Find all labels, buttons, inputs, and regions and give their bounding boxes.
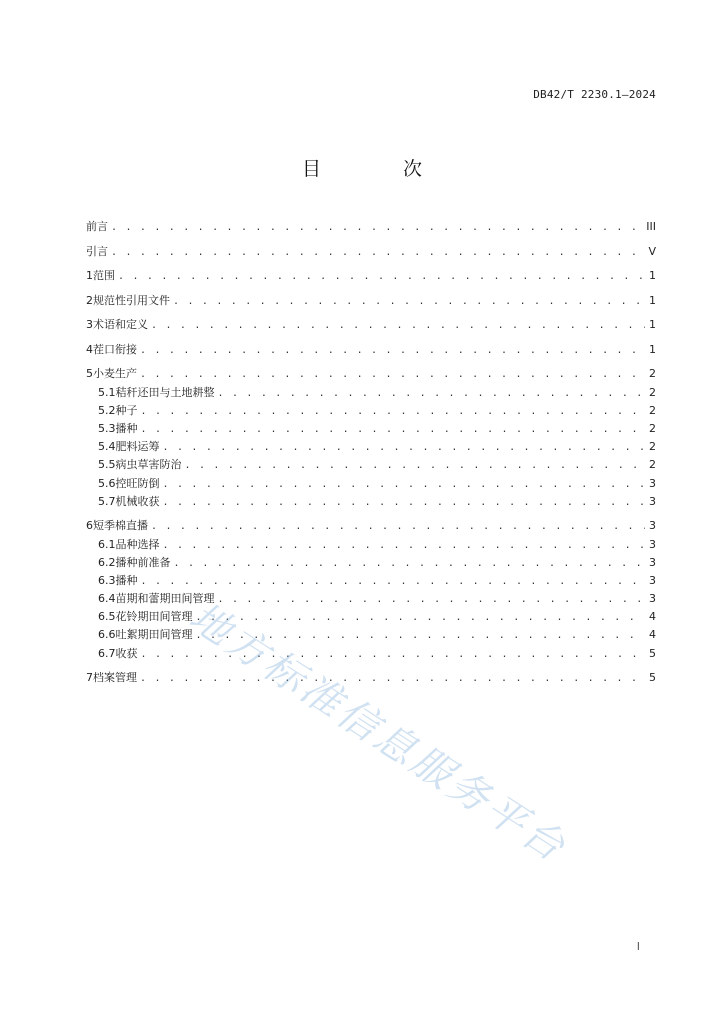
toc-entry-label: 播种 — [115, 422, 138, 436]
toc-entry-number: 5.5 — [98, 458, 116, 472]
toc-entry-page: 3 — [649, 592, 656, 606]
toc-entry[interactable] — [86, 517, 656, 535]
toc-entry-page: 2 — [649, 367, 656, 381]
toc-entry-page: 3 — [649, 555, 656, 569]
toc-entry[interactable] — [86, 292, 656, 310]
toc-entry-page: 3 — [649, 537, 656, 551]
toc-entry-label: 引言 — [86, 244, 108, 258]
toc-entry-number: 5 — [86, 367, 93, 381]
toc-leader-dots — [151, 518, 645, 536]
toc-entry-label: 苗期和蕾期田间管理 — [115, 592, 215, 606]
toc-entry-label: 收获 — [115, 646, 138, 660]
toc-entry-number: 5.6 — [98, 476, 116, 490]
toc-entry-page: 2 — [649, 385, 656, 399]
toc-entry-page: 3 — [649, 519, 656, 533]
toc-leader-dots — [151, 317, 645, 335]
toc-entry[interactable] — [86, 402, 656, 420]
toc-entry-number: 7 — [86, 671, 93, 685]
toc-entry-page: V — [648, 244, 656, 258]
toc-entry[interactable] — [86, 267, 656, 285]
toc-entry-label: 规范性引用文件 — [93, 293, 170, 307]
toc-entry-number: 2 — [86, 293, 93, 307]
toc-entry[interactable] — [86, 608, 656, 626]
toc-entry-page: 5 — [649, 646, 656, 660]
toc-entry-number: 3 — [86, 318, 93, 332]
toc-entry-label: 档案管理 — [93, 671, 137, 685]
toc-entry-number: 6.1 — [98, 537, 116, 551]
toc-entry-page: 1 — [649, 318, 656, 332]
page-title: 目 次 — [301, 158, 461, 180]
toc-leader-dots — [163, 494, 646, 512]
toc-entry-number: 5.1 — [98, 385, 116, 399]
toc-leader-dots — [140, 366, 645, 384]
toc-entry-label: 茬口衔接 — [93, 342, 137, 356]
toc-entry-page: 4 — [649, 610, 656, 624]
toc-entry[interactable] — [86, 475, 656, 493]
toc-entry-number: 6.3 — [98, 573, 116, 587]
toc-entry-page: 2 — [649, 458, 656, 472]
toc-entry[interactable] — [86, 493, 656, 511]
toc-entry-label: 花铃期田间管理 — [115, 610, 193, 624]
toc-entry-label: 播种 — [115, 573, 138, 587]
toc-entry-page: 3 — [649, 494, 656, 508]
toc-entry[interactable] — [86, 590, 656, 608]
toc-entry-label: 种子 — [115, 403, 138, 417]
toc-leader-dots — [196, 609, 646, 627]
toc-entry-label: 前言 — [86, 220, 108, 233]
toc-entry-number: 6.6 — [98, 628, 116, 642]
toc-entry-number: 4 — [86, 342, 93, 356]
toc-leader-dots — [163, 439, 646, 457]
toc-leader-dots — [174, 555, 646, 573]
toc-leader-dots — [141, 421, 646, 439]
toc-entry-page: III — [646, 220, 656, 233]
toc-entry[interactable] — [86, 420, 656, 438]
document-code: DB42/T 2230.1—2024 — [533, 88, 656, 101]
toc-entry-page: 2 — [649, 422, 656, 436]
toc-entry-number: 1 — [86, 269, 93, 283]
toc-entry-label: 短季棉直播 — [93, 519, 148, 533]
toc-entry[interactable] — [86, 626, 656, 644]
toc-entry-label: 肥料运筹 — [115, 440, 160, 454]
toc-entry[interactable] — [86, 341, 656, 359]
toc-entry-number: 5.4 — [98, 440, 116, 454]
toc-leader-dots — [185, 457, 646, 475]
toc-entry-number: 6 — [86, 519, 93, 533]
toc-entry-page: 1 — [649, 269, 656, 283]
toc-leader-dots — [111, 244, 645, 262]
toc-leader-dots — [218, 591, 646, 609]
toc-entry[interactable] — [86, 243, 656, 261]
toc-entry-page: 4 — [649, 628, 656, 642]
toc-entry-page: 1 — [649, 342, 656, 356]
toc-entry-number: 6.4 — [98, 592, 116, 606]
toc-entry-label: 吐絮期田间管理 — [115, 628, 193, 642]
toc-leader-dots — [141, 403, 646, 421]
toc-leader-dots — [111, 219, 643, 237]
toc-entry[interactable] — [86, 669, 656, 687]
toc-leader-dots — [118, 268, 645, 286]
toc-entry[interactable] — [86, 572, 656, 590]
toc-entry-number: 6.7 — [98, 646, 116, 660]
toc-entry-number: 5.7 — [98, 494, 116, 508]
toc-entry[interactable] — [86, 218, 656, 236]
toc-entry[interactable] — [86, 645, 656, 663]
toc-leader-dots — [163, 537, 646, 555]
toc-leader-dots — [173, 293, 645, 311]
toc-entry-page: 3 — [649, 476, 656, 490]
table-of-contents — [86, 218, 656, 687]
toc-leader-dots — [140, 670, 645, 688]
toc-entry[interactable] — [86, 438, 656, 456]
toc-entry-number: 6.5 — [98, 610, 116, 624]
toc-entry[interactable] — [86, 384, 656, 402]
toc-entry[interactable] — [86, 554, 656, 572]
toc-entry-page: 5 — [649, 671, 656, 685]
toc-entry-label: 品种选择 — [115, 537, 160, 551]
toc-leader-dots — [163, 476, 646, 494]
toc-entry-label: 病虫草害防治 — [115, 458, 182, 472]
toc-leader-dots — [196, 627, 646, 645]
toc-entry-number: 6.2 — [98, 555, 116, 569]
toc-leader-dots — [141, 573, 646, 591]
toc-entry-page: 3 — [649, 573, 656, 587]
toc-entry[interactable] — [86, 316, 656, 334]
toc-entry[interactable] — [86, 365, 656, 383]
toc-leader-dots — [141, 646, 646, 664]
toc-entry-label: 小麦生产 — [93, 367, 137, 381]
toc-entry-page: 2 — [649, 440, 656, 454]
toc-entry-label: 术语和定义 — [93, 318, 148, 332]
toc-entry-page: 2 — [649, 403, 656, 417]
toc-entry-page: 1 — [649, 293, 656, 307]
toc-entry[interactable] — [86, 536, 656, 554]
page-number: I — [636, 940, 640, 953]
watermark: 地方标准信息服务平台 — [181, 593, 576, 873]
toc-entry-label: 控旺防倒 — [115, 476, 160, 490]
toc-leader-dots — [218, 385, 646, 403]
toc-entry-label: 秸秆还田与土地耕整 — [115, 385, 215, 399]
toc-leader-dots — [140, 342, 645, 360]
toc-entry-label: 范围 — [93, 269, 115, 283]
toc-entry[interactable] — [86, 456, 656, 474]
toc-entry-number: 5.3 — [98, 422, 116, 436]
toc-entry-label: 播种前准备 — [115, 555, 171, 569]
toc-entry-label: 机械收获 — [115, 494, 160, 508]
toc-entry-number: 5.2 — [98, 403, 116, 417]
